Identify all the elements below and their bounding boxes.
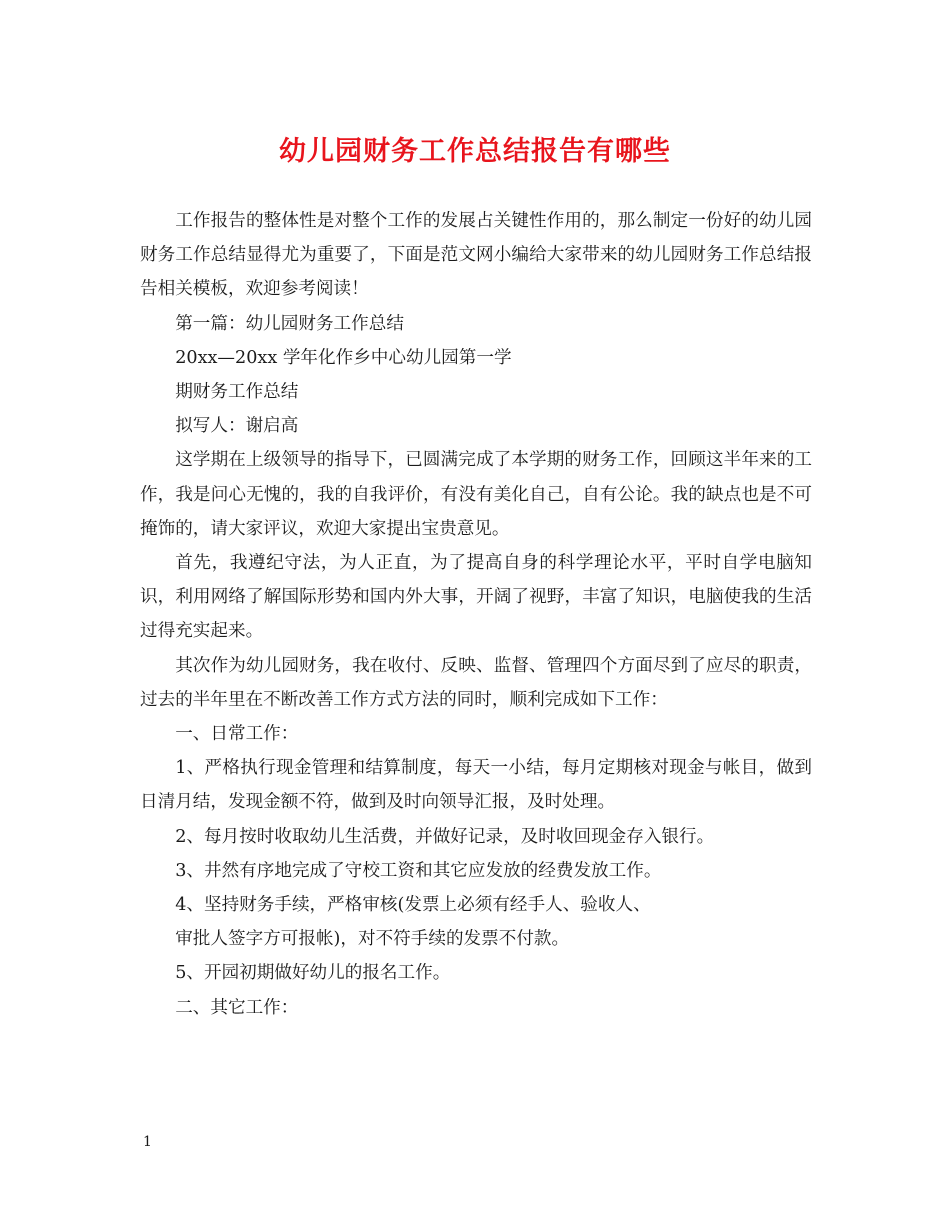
paragraph-subtitle-line2: 期财务工作总结: [175, 382, 299, 403]
page-title: 幼儿园财务工作总结报告有哪些: [279, 136, 671, 167]
paragraph-intro: 工作报告的整体性是对整个工作的发展占关键性作用的，那么制定一份好的幼儿园财务工作总结显得尤为重要了，下面是范文网小编给大家带来的幼儿园财务工作总结报告相关模板，欢迎参考阅读！: [140, 211, 812, 300]
paragraph-item-2: 2、每月按时收取幼儿生活费，并做好记录，及时收回现金存入银行。: [175, 826, 715, 847]
paragraph-second: 其次作为幼儿园财务，我在收付、反映、监督、管理四个方面尽到了应尽的职责，过去的半年里在不断改善工作方式方法的同时，顺利完成如下工作：: [140, 655, 812, 710]
paragraph-section-heading: 第一篇：幼儿园财务工作总结: [175, 313, 404, 334]
page-number: 1: [143, 1134, 152, 1150]
paragraph-daily-work-heading: 一、日常工作：: [175, 724, 299, 745]
paragraph-subtitle-line1: 20xx—20xx 学年化作乡中心幼儿园第一学: [175, 347, 512, 368]
paragraph-item-4-line2: 审批人签字方可报帐)，对不符手续的发票不付款。: [175, 929, 570, 950]
paragraph-item-5: 5、开园初期做好幼儿的报名工作。: [175, 963, 451, 984]
paragraph-item-1: 1、严格执行现金管理和结算制度，每天一小结，每月定期核对现金与帐目，做到日清月结，发现金额不符，做到及时向领导汇报，及时处理。: [140, 758, 812, 813]
paragraph-author: 拟写人：谢启高: [175, 416, 299, 437]
paragraph-first: 首先，我遵纪守法，为人正直，为了提高自身的科学理论水平，平时自学电脑知识，利用网络了解国际形势和国内外大事，开阔了视野，丰富了知识，电脑使我的生活过得充实起来。: [140, 553, 812, 642]
paragraph-item-4-line1: 4、坚持财务手续，严格审核(发票上必须有经手人、验收人、: [175, 895, 651, 916]
paragraph-overview: 这学期在上级领导的指导下，已圆满完成了本学期的财务工作，回顾这半年来的工作，我是问心无愧的，我的自我评价，有没有美化自己，自有公论。我的缺点也是不可掩饰的，请大家评议，欢迎大家提出宝贵意见。: [140, 450, 812, 539]
paragraph-item-3: 3、井然有序地完成了守校工资和其它应发放的经费发放工作。: [175, 860, 662, 881]
paragraph-other-work-heading: 二、其它工作：: [175, 997, 299, 1018]
document-body: [140, 204, 812, 1025]
